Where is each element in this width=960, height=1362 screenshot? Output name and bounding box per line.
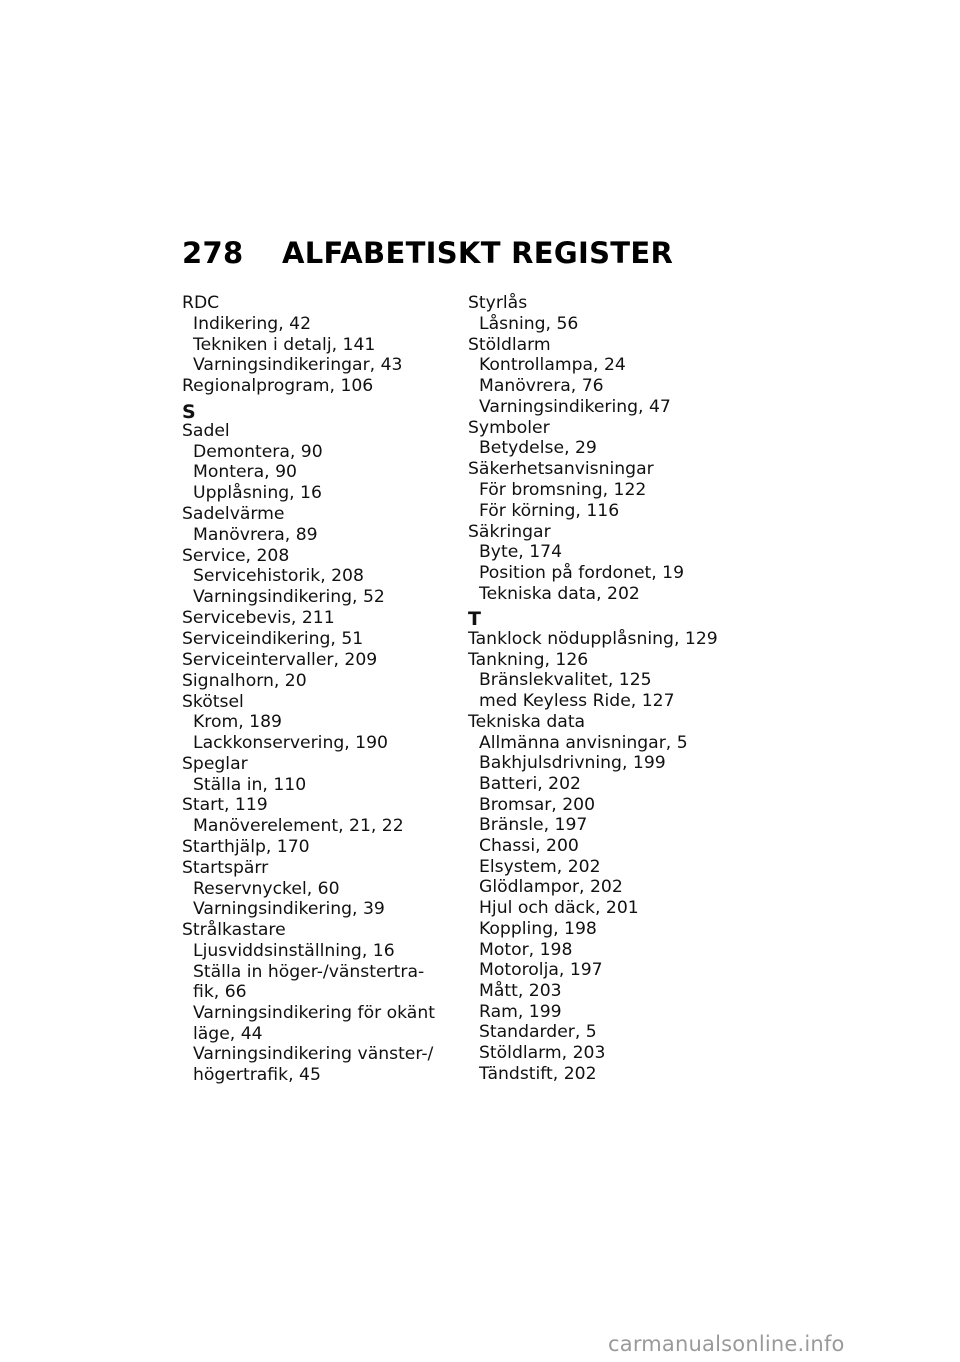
index-subentry: Ställa in, 110 (193, 774, 307, 795)
index-entry: RDC (182, 293, 220, 314)
index-subentry: Varningsindikeringar, 43 (193, 355, 403, 376)
index-subentry: Kontrollampa, 24 (479, 355, 626, 376)
index-subentry: Tekniken i detalj, 141 (193, 334, 376, 355)
index-subentry: Bränsle, 197 (479, 815, 588, 836)
index-subentry: Ram, 199 (479, 1001, 562, 1022)
index-entry: Speglar (182, 753, 248, 774)
index-subentry: För bromsning, 122 (479, 480, 647, 501)
index-subentry: Varningsindikering, 47 (479, 396, 671, 417)
page-title: ALFABETISKT REGISTER (282, 236, 674, 270)
index-subentry: Elsystem, 202 (479, 856, 601, 877)
index-subentry: Ställa in höger-/vänstertra- (193, 961, 425, 982)
index-entry: Serviceintervaller, 209 (182, 649, 378, 670)
index-subentry: högertrafik, 45 (193, 1065, 321, 1086)
index-subentry: Bakhjulsdrivning, 199 (479, 753, 666, 774)
index-subentry: Motorolja, 197 (479, 960, 603, 981)
index-subentry: Motor, 198 (479, 939, 573, 960)
index-subentry: Allmänna anvisningar, 5 (479, 732, 688, 753)
index-subentry: fik, 66 (193, 982, 247, 1003)
page-header (182, 236, 673, 270)
index-column-right (468, 293, 753, 1085)
index-subentry: Krom, 189 (193, 712, 282, 733)
index-subentry: Manövrera, 76 (479, 376, 604, 397)
index-subentry: Standarder, 5 (479, 1022, 597, 1043)
index-subentry: Tekniska data, 202 (479, 583, 640, 604)
index-entry: Strålkastare (182, 920, 286, 941)
index-entry: Skötsel (182, 691, 244, 712)
index-letter-heading: S (182, 400, 196, 423)
index-subentry: Manöverelement, 21, 22 (193, 816, 404, 837)
index-entry: Tankning, 126 (468, 649, 589, 670)
index-entry: Servicebevis, 211 (182, 607, 335, 628)
index-subentry: Upplåsning, 16 (193, 483, 322, 504)
index-entry: Styrlås (468, 293, 528, 314)
index-entry: Regionalprogram, 106 (182, 376, 374, 397)
index-subentry: med Keyless Ride, 127 (479, 690, 675, 711)
page-number: 278 (182, 236, 244, 270)
index-subentry: Position på fordonet, 19 (479, 563, 685, 584)
index-subentry: Batteri, 202 (479, 773, 581, 794)
index-subentry: läge, 44 (193, 1023, 263, 1044)
index-entry: Sadelvärme (182, 504, 285, 525)
index-subentry: Lackkonservering, 190 (193, 732, 388, 753)
index-subentry: Chassi, 200 (479, 836, 579, 857)
index-subentry: Mått, 203 (479, 981, 562, 1001)
index-subentry: Manövrera, 89 (193, 524, 318, 545)
index-entry: Signalhorn, 20 (182, 670, 307, 691)
index-subentry: Montera, 90 (193, 462, 297, 483)
index-subentry: Varningsindikering, 39 (193, 899, 385, 920)
index-entry: Säkringar (468, 521, 551, 542)
index-subentry: Tändstift, 202 (479, 1063, 597, 1084)
index-entry: Service, 208 (182, 545, 290, 566)
index-entry: Tekniska data (468, 711, 586, 732)
index-entry: Start, 119 (182, 795, 268, 816)
index-entry: Säkerhetsanvisningar (468, 459, 654, 480)
index-entry: Sadel (182, 421, 230, 442)
index-subentry: Varningsindikering, 52 (193, 587, 385, 608)
index-subentry: Betydelse, 29 (479, 438, 597, 459)
index-subentry: Reservnyckel, 60 (193, 878, 340, 899)
index-subentry: Koppling, 198 (479, 918, 597, 939)
index-entry: Tanklock nödupplåsning, 129 (468, 628, 718, 649)
index-subentry: Stöldlarm, 203 (479, 1043, 606, 1064)
index-entry: Serviceindikering, 51 (182, 628, 364, 649)
index-subentry: Byte, 174 (479, 542, 563, 563)
index-entry: Starthjälp, 170 (182, 837, 310, 858)
index-subentry: För körning, 116 (479, 500, 620, 521)
index-subentry: Varningsindikering för okänt (193, 1003, 435, 1024)
index-subentry: Hjul och däck, 201 (479, 898, 639, 919)
index-entry: Symboler (468, 417, 550, 438)
index-subentry: Ljusviddsinställning, 16 (193, 940, 395, 961)
index-entry: Stöldlarm (468, 334, 551, 355)
index-subentry: Servicehistorik, 208 (193, 566, 364, 587)
index-letter-heading: T (468, 608, 481, 631)
index-subentry: Demontera, 90 (193, 441, 323, 462)
index-column-left (182, 293, 467, 1086)
index-subentry: Låsning, 56 (479, 313, 579, 334)
index-subentry: Indikering, 42 (193, 313, 312, 334)
index-entry: Startspärr (182, 857, 269, 878)
index-subentry: Varningsindikering vänster-/ (193, 1044, 434, 1065)
index-subentry: Bränslekvalitet, 125 (479, 670, 652, 691)
watermark-text: carmanualsonline.info (608, 1332, 845, 1356)
index-subentry: Bromsar, 200 (479, 794, 596, 815)
index-subentry: Glödlampor, 202 (479, 877, 623, 898)
